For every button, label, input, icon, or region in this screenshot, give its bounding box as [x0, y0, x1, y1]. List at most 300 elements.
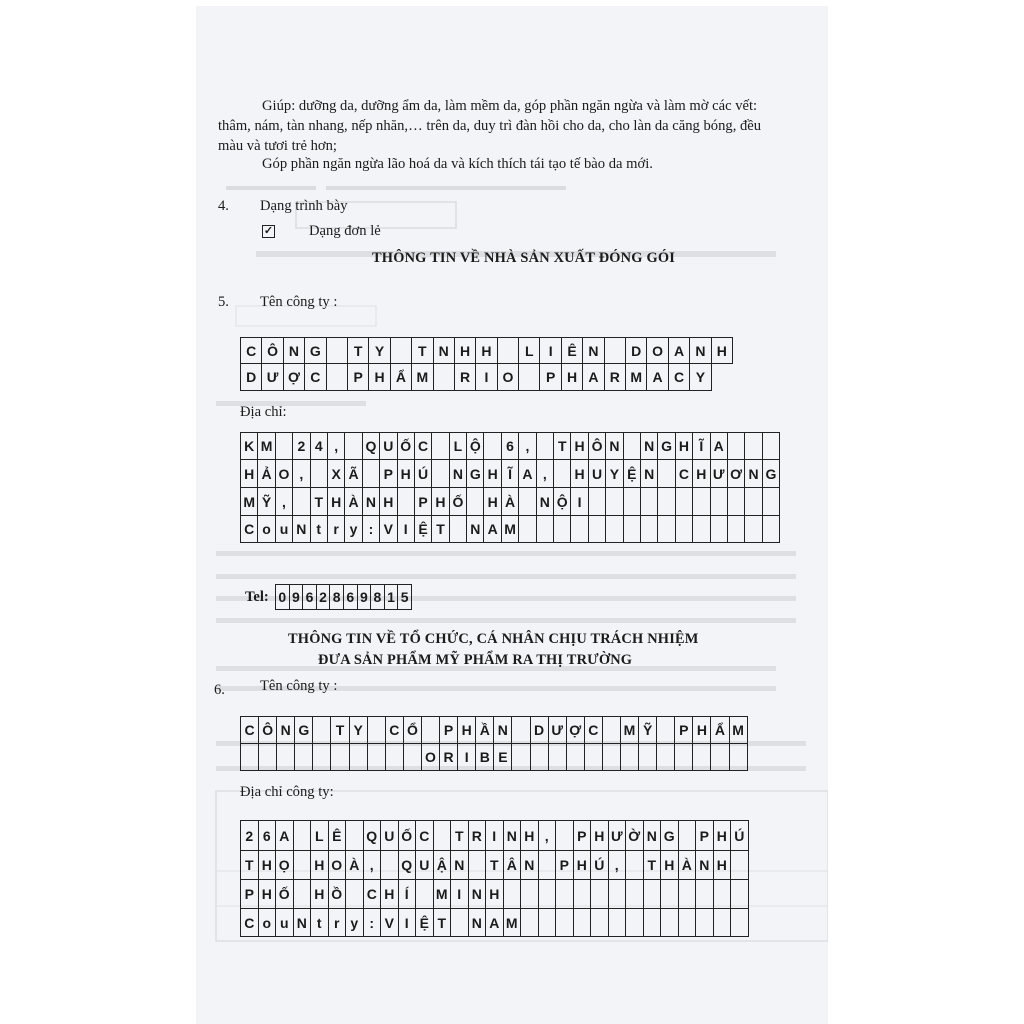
grid-cell: N: [640, 460, 657, 488]
grid-cell: H: [573, 851, 591, 880]
grid-cell: N: [696, 851, 714, 880]
grid-cell: P: [347, 364, 368, 391]
grid-cell: ,: [293, 460, 310, 488]
grid-cell: [710, 516, 727, 543]
grid-cell: H: [521, 821, 539, 851]
grid-cell: N: [362, 488, 379, 516]
grid-cell: [745, 516, 762, 543]
grid-cell: Ơ: [727, 460, 744, 488]
grid-cell: [326, 364, 347, 391]
intro-line-2: thâm, nám, tàn nhang, nếp nhăn,… trên da, duy trì đàn hồi cho da, cho làn da căng bóng, đều: [218, 118, 762, 134]
grid-cell: U: [380, 433, 397, 460]
grid-cell: [467, 488, 484, 516]
grid-cell: A: [583, 364, 604, 391]
grid-cell: [349, 744, 367, 771]
intro-line-4: Góp phần ngăn ngừa lão hoá da và kích thích tái tạo tế bào da mới.: [262, 156, 653, 172]
grid-cell: À: [345, 488, 362, 516]
grid-cell: O: [421, 744, 439, 771]
grid-row: [241, 880, 749, 909]
grid-cell: Ĩ: [693, 433, 710, 460]
grid-cell: [538, 851, 556, 880]
intro-line-3: màu và tươi trẻ hơn;: [218, 138, 337, 154]
grid-cell: [277, 744, 295, 771]
grid-cell: [548, 744, 566, 771]
grid-cell: [385, 744, 403, 771]
grid-cell: N: [293, 909, 311, 937]
grid-cell: N: [293, 516, 310, 543]
grid-cell: N: [536, 488, 553, 516]
grid-cell: H: [561, 364, 582, 391]
grid-cell: E: [494, 744, 512, 771]
grid-cell: H: [454, 338, 475, 364]
grid-row: [241, 851, 749, 880]
grid-cell: u: [275, 516, 292, 543]
grid-cell: [293, 821, 311, 851]
grid-cell: [331, 744, 349, 771]
grid-row: [241, 744, 748, 771]
grid-cell: [693, 488, 710, 516]
grid-cell: Q: [362, 433, 379, 460]
grid-cell: H: [486, 880, 504, 909]
grid-cell: T: [554, 433, 571, 460]
grid-cell: [745, 433, 762, 460]
grid-row: [241, 433, 780, 460]
grid-cell: [521, 880, 539, 909]
grid-cell: Ê: [328, 821, 346, 851]
grid-cell: R: [440, 744, 458, 771]
grid-cell: Ẩ: [711, 717, 729, 744]
grid-cell: [345, 433, 362, 460]
grid-cell: Ú: [591, 851, 609, 880]
grid-cell: [433, 364, 454, 391]
grid-cell: Ư: [608, 821, 626, 851]
grid-cell: U: [588, 460, 605, 488]
grid-cell: I: [571, 488, 588, 516]
grid-cell: A: [486, 909, 504, 937]
grid-cell: [554, 460, 571, 488]
grid-cell: [623, 488, 640, 516]
grid-cell: N: [433, 338, 454, 364]
grid-cell: H: [571, 460, 588, 488]
grid-cell: [640, 516, 657, 543]
grid-cell: M: [503, 909, 521, 937]
grid-cell: H: [713, 851, 731, 880]
grid-cell: U: [416, 851, 434, 880]
grid-cell: N: [451, 851, 469, 880]
grid-cell: M: [501, 516, 518, 543]
grid-cell: À: [346, 851, 364, 880]
grid-cell: Ậ: [433, 851, 451, 880]
grid-cell: [675, 488, 692, 516]
manufacturer-heading: THÔNG TIN VỀ NHÀ SẢN XUẤT ĐÓNG GÓI: [372, 250, 676, 266]
grid-cell: Ầ: [476, 717, 494, 744]
grid-cell: [608, 909, 626, 937]
grid-cell: N: [583, 338, 604, 364]
grid-cell: H: [484, 460, 501, 488]
grid-cell: O: [275, 460, 292, 488]
grid-cell: [313, 744, 331, 771]
grid-row: [276, 585, 412, 610]
grid-cell: o: [258, 516, 275, 543]
grid-cell: X: [327, 460, 344, 488]
grid-cell: Y: [690, 364, 711, 391]
grid-cell: [602, 744, 620, 771]
grid-cell: Ã: [345, 460, 362, 488]
grid-cell: ,: [363, 851, 381, 880]
grid-cell: P: [540, 364, 561, 391]
grid-cell: Ố: [398, 821, 416, 851]
grid-row: [241, 338, 733, 364]
grid-cell: C: [584, 717, 602, 744]
grid-cell: [367, 717, 385, 744]
grid-cell: [275, 433, 292, 460]
grid-cell: u: [276, 909, 294, 937]
grid-cell: H: [432, 488, 449, 516]
tel-grid: [275, 584, 412, 610]
grid-cell: H: [476, 338, 497, 364]
grid-cell: [661, 880, 679, 909]
grid-cell: [762, 488, 779, 516]
grid-cell: P: [675, 717, 693, 744]
grid-cell: Ô: [259, 717, 277, 744]
grid-cell: Ợ: [566, 717, 584, 744]
grid-cell: N: [494, 717, 512, 744]
grid-cell: y: [346, 909, 364, 937]
intro-line-1: Giúp: dưỡng da, dưỡng ẩm da, làm mềm da, góp phần ngăn ngừa và làm mờ các vết:: [262, 98, 758, 114]
grid-cell: [432, 433, 449, 460]
grid-cell: H: [258, 880, 276, 909]
grid-cell: C: [305, 364, 326, 391]
grid-cell: H: [258, 851, 276, 880]
grid-cell: P: [696, 821, 714, 851]
grid-cell: [295, 744, 313, 771]
grid-cell: Y: [369, 338, 390, 364]
grid-cell: T: [331, 717, 349, 744]
grid-cell: o: [258, 909, 276, 937]
grid-cell: [678, 821, 696, 851]
grid-cell: Ĩ: [501, 460, 518, 488]
grid-cell: [696, 909, 714, 937]
grid-cell: B: [476, 744, 494, 771]
grid-cell: G: [305, 338, 326, 364]
grid-cell: [512, 717, 530, 744]
grid-cell: t: [310, 516, 327, 543]
grid-cell: [326, 338, 347, 364]
grid-cell: V: [380, 516, 397, 543]
section-4-label: Dạng trình bày: [260, 198, 348, 214]
grid-cell: Ư: [262, 364, 283, 391]
manufacturer-address-grid: [240, 432, 780, 543]
grid-cell: Í: [398, 880, 416, 909]
grid-cell: ,: [538, 821, 556, 851]
grid-cell: A: [484, 516, 501, 543]
grid-cell: G: [661, 821, 679, 851]
grid-cell: [727, 488, 744, 516]
grid-cell: [390, 338, 411, 364]
grid-cell: [745, 488, 762, 516]
grid-cell: I: [451, 880, 469, 909]
grid-cell: Ổ: [403, 717, 421, 744]
grid-cell: G: [762, 460, 779, 488]
grid-row: [241, 717, 748, 744]
tel-label: Tel:: [245, 589, 269, 605]
single-format-checkbox: ✓: [263, 225, 274, 237]
grid-cell: :: [363, 909, 381, 937]
grid-cell: [381, 851, 399, 880]
grid-cell: [640, 488, 657, 516]
grid-cell: [626, 909, 644, 937]
grid-cell: [678, 909, 696, 937]
grid-cell: [403, 744, 421, 771]
grid-cell: [602, 717, 620, 744]
grid-cell: 9: [289, 585, 303, 610]
grid-cell: [675, 516, 692, 543]
grid-cell: Ợ: [283, 364, 304, 391]
grid-cell: Ệ: [416, 909, 434, 937]
grid-cell: 4: [310, 433, 327, 460]
grid-cell: H: [591, 821, 609, 851]
grid-cell: M: [412, 364, 433, 391]
grid-cell: T: [412, 338, 433, 364]
grid-cell: Ô: [588, 433, 605, 460]
grid-cell: T: [433, 909, 451, 937]
document-page: [196, 6, 828, 1024]
grid-cell: [731, 909, 749, 937]
grid-cell: H: [369, 364, 390, 391]
grid-cell: O: [328, 851, 346, 880]
grid-cell: P: [380, 460, 397, 488]
grid-cell: [620, 744, 638, 771]
grid-cell: I: [486, 821, 504, 851]
grid-cell: I: [540, 338, 561, 364]
responsible-address-grid: [240, 820, 749, 937]
grid-cell: G: [295, 717, 313, 744]
grid-cell: H: [327, 488, 344, 516]
grid-cell: [584, 744, 602, 771]
grid-cell: [606, 516, 623, 543]
grid-cell: [588, 488, 605, 516]
grid-cell: [693, 516, 710, 543]
grid-cell: [512, 744, 530, 771]
grid-cell: H: [458, 717, 476, 744]
grid-cell: [346, 880, 364, 909]
grid-cell: [696, 880, 714, 909]
responsible-name-label: Tên công ty :: [260, 678, 338, 694]
grid-cell: Ố: [276, 880, 294, 909]
grid-cell: Ệ: [623, 460, 640, 488]
grid-cell: [710, 488, 727, 516]
grid-cell: N: [745, 460, 762, 488]
grid-cell: [451, 909, 469, 937]
grid-cell: ,: [608, 851, 626, 880]
grid-cell: [519, 364, 540, 391]
grid-cell: Ư: [710, 460, 727, 488]
responsible-name-grid: [240, 716, 748, 771]
grid-cell: C: [363, 880, 381, 909]
grid-cell: [313, 717, 331, 744]
responsible-heading-line-1: THÔNG TIN VỀ TỔ CHỨC, CÁ NHÂN CHỊU TRÁCH NHIỆM: [288, 631, 699, 647]
grid-cell: D: [530, 717, 548, 744]
grid-cell: [639, 744, 657, 771]
grid-cell: [727, 516, 744, 543]
grid-cell: A: [276, 821, 294, 851]
grid-cell: [588, 516, 605, 543]
grid-cell: H: [397, 460, 414, 488]
grid-cell: U: [381, 821, 399, 851]
grid-cell: r: [327, 516, 344, 543]
grid-cell: [623, 516, 640, 543]
grid-cell: [731, 851, 749, 880]
grid-row: [241, 821, 749, 851]
grid-cell: [731, 880, 749, 909]
grid-cell: L: [311, 821, 329, 851]
grid-cell: G: [658, 433, 675, 460]
grid-cell: 5: [398, 585, 412, 610]
grid-cell: Ộ: [467, 433, 484, 460]
grid-cell: [556, 821, 574, 851]
grid-cell: T: [486, 851, 504, 880]
grid-cell: [554, 516, 571, 543]
company-address-label: Địa chỉ công ty:: [240, 784, 334, 800]
grid-cell: [519, 488, 536, 516]
grid-cell: C: [241, 516, 258, 543]
grid-cell: N: [468, 909, 486, 937]
grid-cell: T: [347, 338, 368, 364]
grid-cell: M: [258, 433, 275, 460]
grid-cell: N: [283, 338, 304, 364]
grid-cell: Ả: [258, 460, 275, 488]
grid-row: [241, 488, 780, 516]
grid-cell: T: [451, 821, 469, 851]
grid-row: [241, 364, 733, 391]
grid-cell: [658, 516, 675, 543]
grid-cell: [729, 744, 747, 771]
grid-cell: [566, 744, 584, 771]
grid-cell: 2: [241, 821, 259, 851]
grid-cell: [573, 880, 591, 909]
grid-cell: K: [241, 433, 258, 460]
section-5-number: 5.: [218, 294, 229, 310]
grid-cell: [657, 744, 675, 771]
grid-cell: [468, 851, 486, 880]
grid-cell: À: [501, 488, 518, 516]
grid-cell: 8: [330, 585, 344, 610]
grid-cell: [449, 516, 466, 543]
grid-cell: ,: [327, 433, 344, 460]
grid-cell: R: [454, 364, 475, 391]
grid-cell: Ệ: [414, 516, 431, 543]
grid-cell: N: [690, 338, 711, 364]
grid-cell: [433, 821, 451, 851]
grid-cell: H: [693, 717, 711, 744]
grid-cell: [497, 338, 518, 364]
grid-cell: R: [604, 364, 625, 391]
grid-cell: P: [440, 717, 458, 744]
grid-cell: [711, 364, 732, 391]
grid-cell: H: [311, 880, 329, 909]
grid-cell: C: [385, 717, 403, 744]
grid-cell: L: [449, 433, 466, 460]
grid-cell: H: [675, 433, 692, 460]
grid-cell: [678, 880, 696, 909]
grid-cell: N: [606, 433, 623, 460]
grid-cell: 2: [316, 585, 330, 610]
grid-cell: [727, 433, 744, 460]
grid-cell: [416, 880, 434, 909]
grid-cell: 6: [501, 433, 518, 460]
grid-cell: [432, 460, 449, 488]
grid-cell: O: [647, 338, 668, 364]
responsible-heading-line-2: ĐƯA SẢN PHẨM MỸ PHẨM RA THỊ TRƯỜNG: [318, 652, 633, 668]
grid-cell: I: [398, 909, 416, 937]
grid-cell: [293, 851, 311, 880]
grid-cell: P: [556, 851, 574, 880]
grid-cell: Ê: [561, 338, 582, 364]
grid-cell: [530, 744, 548, 771]
grid-cell: N: [467, 516, 484, 543]
single-format-label: Dạng đơn lẻ: [309, 223, 381, 239]
grid-cell: [310, 460, 327, 488]
grid-cell: [623, 433, 640, 460]
grid-cell: M: [620, 717, 638, 744]
grid-cell: ,: [536, 460, 553, 488]
grid-cell: [693, 744, 711, 771]
grid-cell: [713, 909, 731, 937]
grid-cell: [521, 909, 539, 937]
grid-cell: A: [668, 338, 689, 364]
grid-cell: H: [380, 488, 397, 516]
grid-cell: [675, 744, 693, 771]
grid-cell: [604, 338, 625, 364]
grid-cell: [519, 516, 536, 543]
grid-cell: [536, 433, 553, 460]
grid-cell: ,: [275, 488, 292, 516]
grid-cell: I: [397, 516, 414, 543]
grid-cell: Ộ: [554, 488, 571, 516]
grid-cell: 6: [258, 821, 276, 851]
grid-cell: Ú: [731, 821, 749, 851]
grid-cell: t: [311, 909, 329, 937]
grid-cell: T: [432, 516, 449, 543]
grid-cell: Ẩ: [390, 364, 411, 391]
grid-cell: C: [241, 909, 259, 937]
section-4-number: 4.: [218, 198, 229, 214]
grid-cell: C: [668, 364, 689, 391]
grid-cell: N: [503, 821, 521, 851]
grid-cell: Ố: [397, 433, 414, 460]
grid-cell: [643, 880, 661, 909]
grid-cell: [362, 460, 379, 488]
grid-cell: D: [241, 364, 262, 391]
grid-cell: Q: [398, 851, 416, 880]
grid-cell: C: [416, 821, 434, 851]
grid-cell: [626, 851, 644, 880]
grid-cell: [643, 909, 661, 937]
grid-cell: [484, 433, 501, 460]
grid-cell: :: [362, 516, 379, 543]
grid-cell: M: [433, 880, 451, 909]
grid-cell: [556, 880, 574, 909]
grid-cell: [573, 909, 591, 937]
grid-cell: N: [521, 851, 539, 880]
grid-cell: ,: [519, 433, 536, 460]
grid-cell: Ờ: [626, 821, 644, 851]
grid-cell: 0: [276, 585, 290, 610]
grid-cell: Q: [363, 821, 381, 851]
grid-cell: Ọ: [276, 851, 294, 880]
grid-cell: 8: [371, 585, 385, 610]
grid-cell: T: [310, 488, 327, 516]
